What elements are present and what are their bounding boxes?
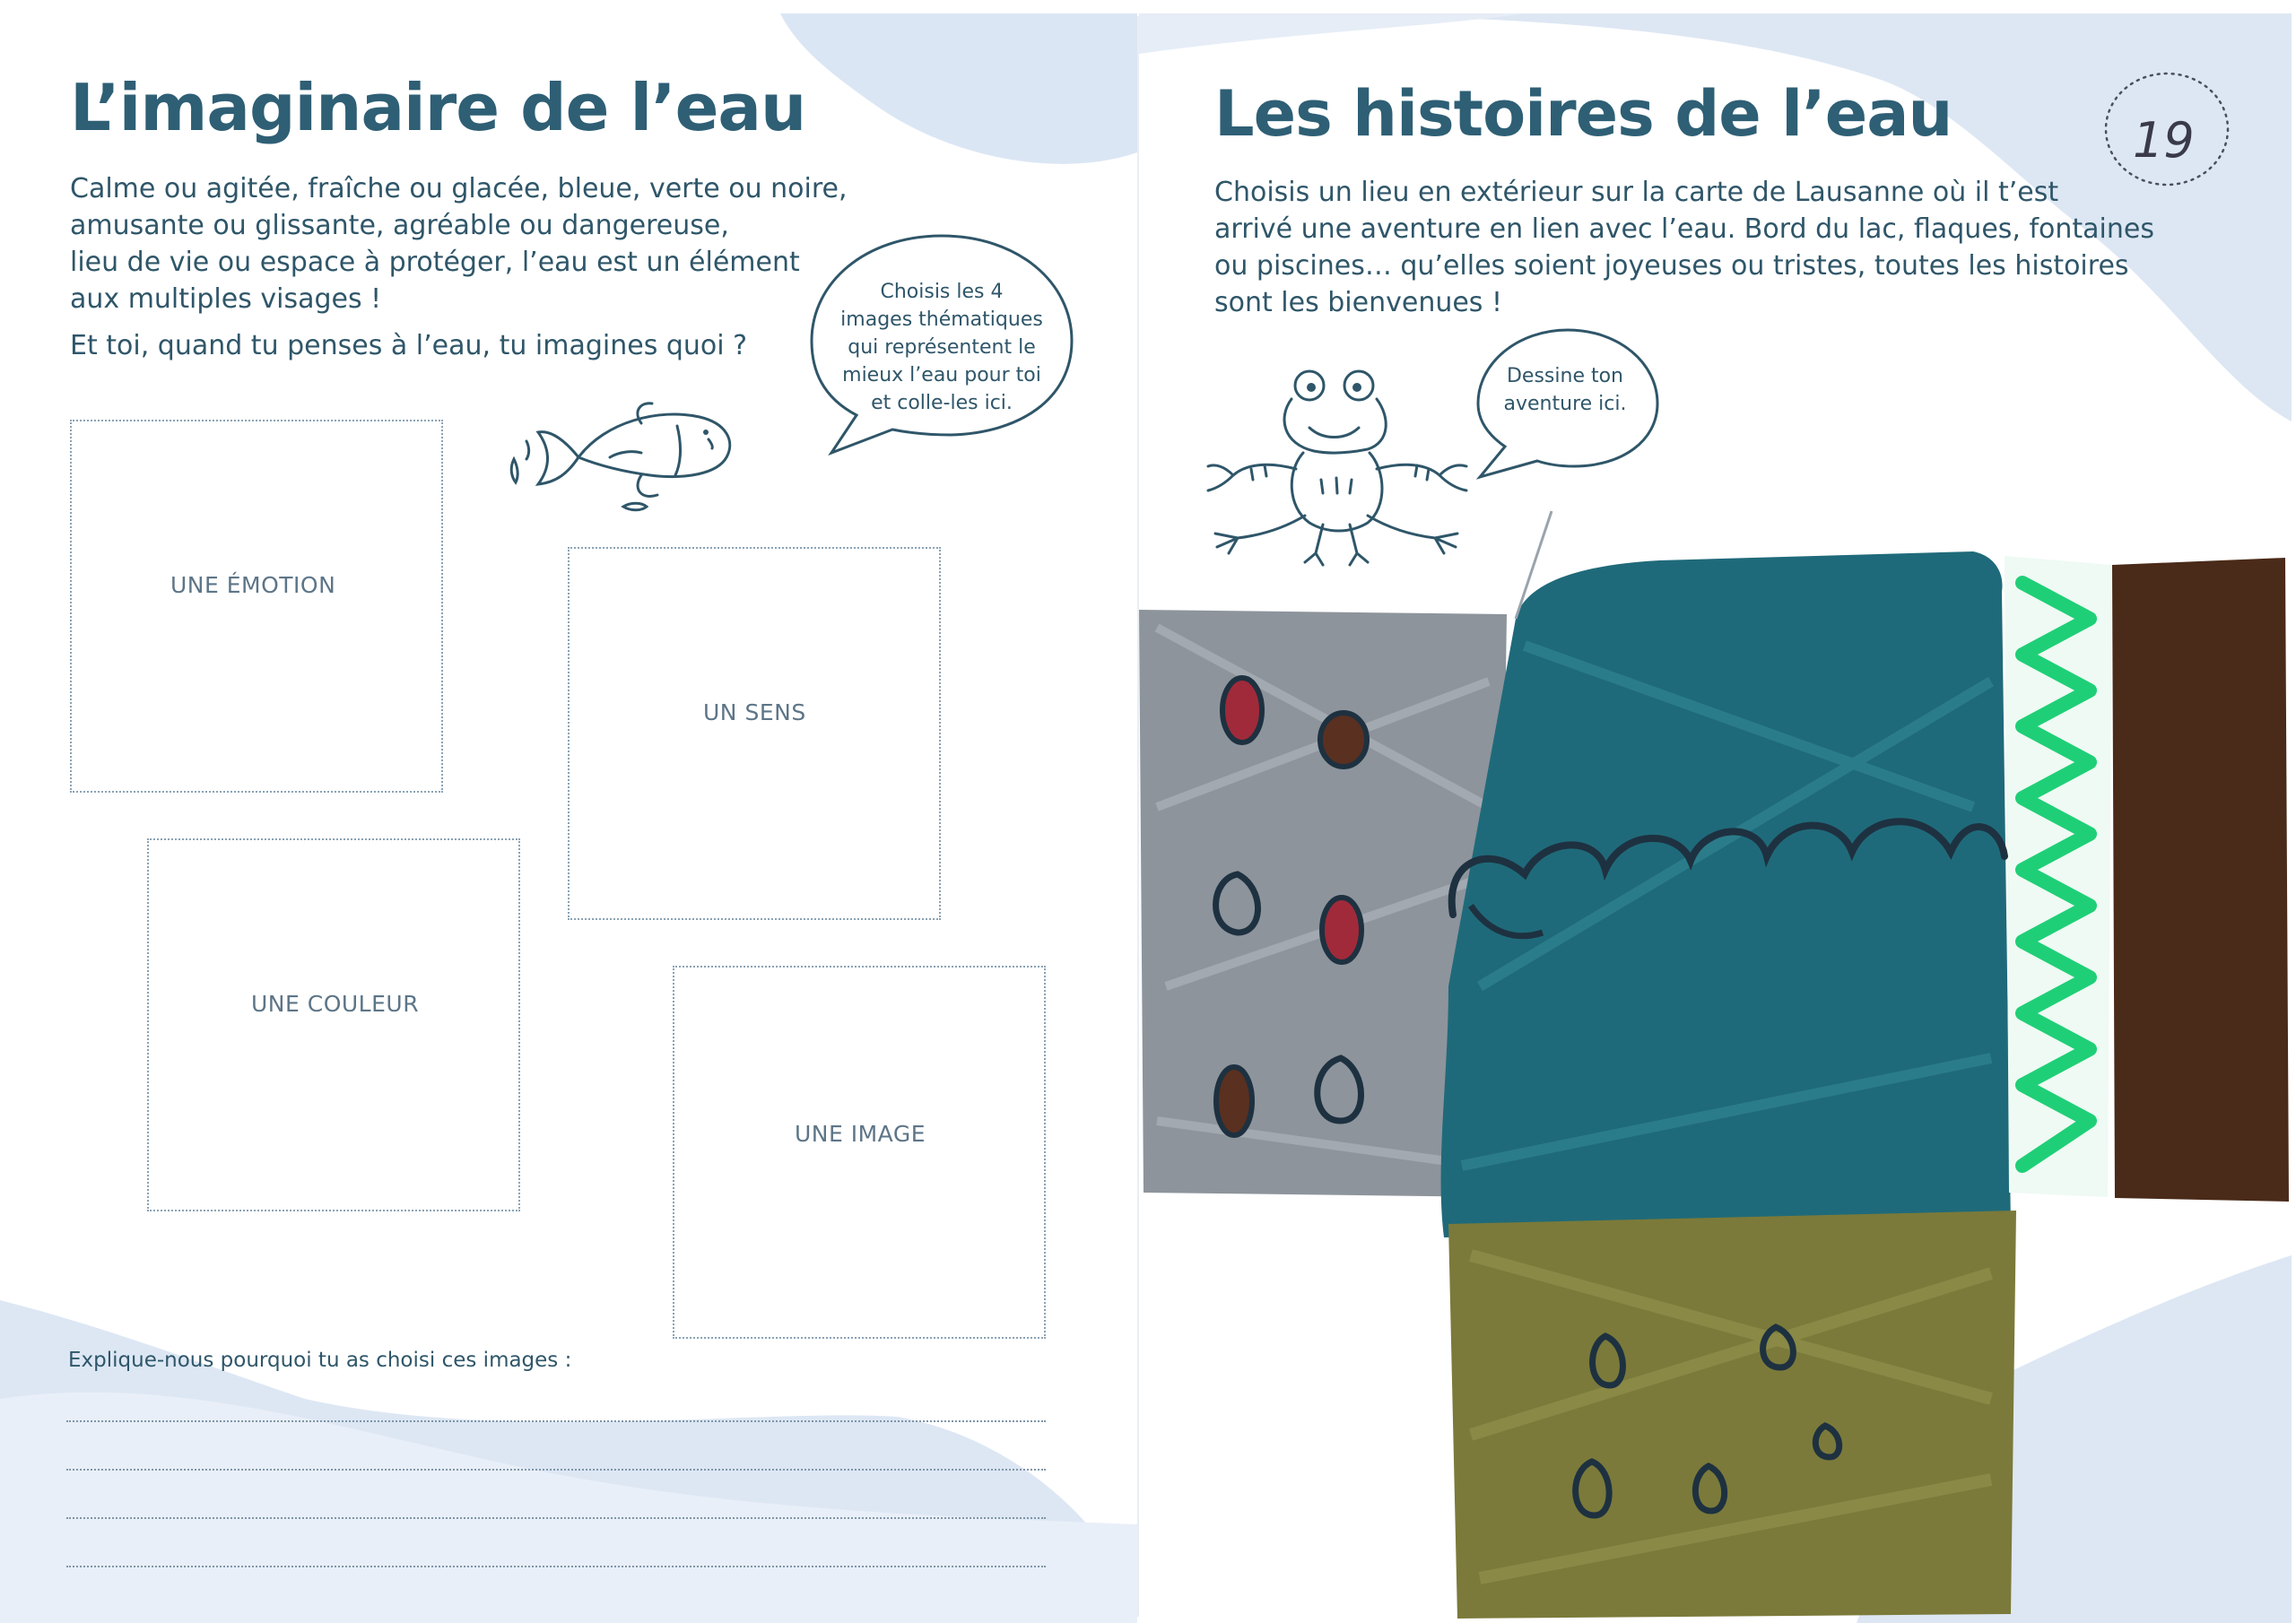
right-intro-line: Choisis un lieu en extérieur sur la carte de Lausanne où il t’est (1214, 177, 2059, 208)
left-intro-line: lieu de vie ou espace à protéger, l’eau est un élément (70, 247, 800, 278)
right-page-title: Les histoires de l’eau (1214, 77, 1952, 151)
page-number: 19 (2133, 112, 2195, 169)
left-intro-line: Calme ou agitée, fraîche ou glacée, bleue, verte ou noire, (70, 173, 848, 204)
left-intro-line: aux multiples visages ! (70, 283, 382, 315)
explain-label: Explique-nous pourquoi tu as choisi ces images : (68, 1349, 572, 1372)
box-couleur-label: UNE COULEUR (251, 991, 420, 1017)
left-question: Et toi, quand tu penses à l’eau, tu imagines quoi ? (70, 330, 748, 361)
box-image-label: UNE IMAGE (795, 1121, 926, 1147)
left-page-title: L’imaginaire de l’eau (70, 70, 806, 145)
bubble-line: aventure ici. (1503, 393, 1627, 415)
right-intro-line: sont les bienvenues ! (1214, 287, 1502, 318)
right-intro-line: arrivé une aventure en lien avec l’eau. Bord du lac, flaques, fontaines (1214, 213, 2154, 245)
box-emotion-label: UNE ÉMOTION (170, 572, 336, 598)
bubble-line: qui représentent le (848, 336, 1036, 359)
bubble-line: mieux l’eau pour toi (842, 364, 1041, 386)
box-sens-label: UN SENS (703, 699, 806, 725)
bubble-line: images thématiques (840, 308, 1043, 331)
left-intro-line: amusante ou glissante, agréable ou dangereuse, (70, 210, 729, 241)
bubble-line: et colle-les ici. (871, 392, 1013, 414)
bubble-line: Choisis les 4 (880, 281, 1004, 303)
right-intro-line: ou piscines… qu’elles soient joyeuses ou tristes, toutes les histoires (1214, 250, 2129, 282)
bubble-line: Dessine ton (1506, 365, 1623, 387)
